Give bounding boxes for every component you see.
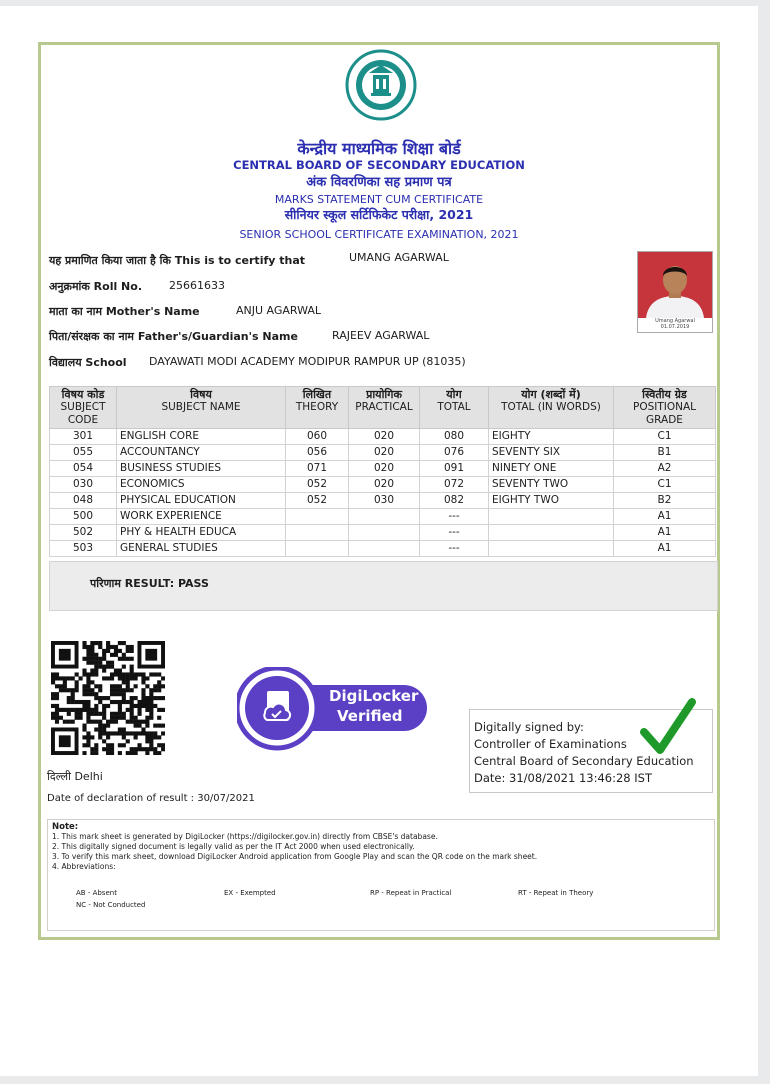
cell-code: 502 <box>50 525 117 541</box>
cell-grade: C1 <box>614 477 716 493</box>
school-row <box>49 355 466 370</box>
place-of-issue: दिल्ली Delhi <box>47 770 103 783</box>
cell-code: 503 <box>50 541 117 557</box>
cell-total-words <box>489 525 614 541</box>
digilocker-label: DigiLocker <box>329 687 419 705</box>
cell-theory: 052 <box>286 477 349 493</box>
cell-theory <box>286 509 349 525</box>
document-title-hindi: अंक विवरणिका सह प्रमाण पत्र <box>306 175 452 190</box>
table-row <box>50 541 716 557</box>
cell-practical <box>349 509 420 525</box>
table-row <box>50 445 716 461</box>
mother-label: माता का नाम Mother's Name <box>49 305 200 318</box>
marks-header-row <box>50 387 716 429</box>
notes-title: Note: <box>52 822 79 832</box>
certify-label: यह प्रमाणित किया जाता है कि This is to certify that <box>49 254 306 267</box>
cell-code: 054 <box>50 461 117 477</box>
note-item: 1. This mark sheet is generated by DigiLocker (https://digilocker.gov.in) directly from CBSE's database. <box>52 832 438 841</box>
cell-grade: A1 <box>614 509 716 525</box>
cell-theory <box>286 541 349 557</box>
roll-row <box>49 279 225 294</box>
marksheet-page <box>0 6 758 1076</box>
board-name-hindi: केन्द्रीय माध्यमिक शिक्षा बोर्ड <box>297 139 461 158</box>
candidate-name: UMANG AGARWAL <box>349 251 449 264</box>
col-subject-code: विषय कोड SUBJECT CODE <box>50 387 117 429</box>
digital-signature-box <box>469 709 713 793</box>
cell-total: --- <box>420 525 489 541</box>
board-name-english: CENTRAL BOARD OF SECONDARY EDUCATION <box>233 158 525 172</box>
candidate-photo <box>637 251 713 333</box>
marks-body <box>50 429 716 557</box>
cell-theory: 060 <box>286 429 349 445</box>
cell-practical <box>349 541 420 557</box>
photo-caption-date: 01.07.2019 <box>660 324 690 330</box>
candidate-portrait-icon <box>638 252 712 318</box>
school-name: DAYAWATI MODI ACADEMY MODIPUR RAMPUR UP (81035) <box>149 355 466 368</box>
table-row <box>50 509 716 525</box>
cell-total-words: NINETY ONE <box>489 461 614 477</box>
cell-theory: 056 <box>286 445 349 461</box>
table-row <box>50 461 716 477</box>
cell-grade: B1 <box>614 445 716 461</box>
qr-code-icon <box>51 641 165 755</box>
cell-total: --- <box>420 541 489 557</box>
cell-theory <box>286 525 349 541</box>
cell-total: 091 <box>420 461 489 477</box>
cell-subject: BUSINESS STUDIES <box>117 461 286 477</box>
cell-practical: 030 <box>349 493 420 509</box>
mother-name: ANJU AGARWAL <box>236 304 322 317</box>
cell-subject: PHY & HEALTH EDUCA <box>117 525 286 541</box>
cell-subject: GENERAL STUDIES <box>117 541 286 557</box>
roll-label: अनुक्रमांक Roll No. <box>49 280 143 293</box>
cell-practical: 020 <box>349 429 420 445</box>
cell-grade: A2 <box>614 461 716 477</box>
cell-subject: ACCOUNTANCY <box>117 445 286 461</box>
cell-code: 055 <box>50 445 117 461</box>
cell-total: 072 <box>420 477 489 493</box>
father-row <box>49 329 430 344</box>
certify-row <box>49 251 449 268</box>
table-row <box>50 493 716 509</box>
cell-total: 082 <box>420 493 489 509</box>
abbr-not-conducted: NC - Not Conducted <box>76 901 146 909</box>
cell-subject: PHYSICAL EDUCATION <box>117 493 286 509</box>
cell-total-words: SEVENTY SIX <box>489 445 614 461</box>
result-box <box>49 561 718 611</box>
cell-practical: 020 <box>349 461 420 477</box>
abbr-absent: AB - Absent <box>76 889 117 897</box>
exam-title-hindi: सीनियर स्कूल सर्टिफिकेट परीक्षा, 2021 <box>284 207 474 222</box>
note-item: 4. Abbreviations: <box>52 862 116 871</box>
photo-caption-name: Umang Agarwal <box>655 318 695 324</box>
declaration-date: Date of declaration of result : 30/07/2021 <box>47 793 255 804</box>
abbr-repeat-practical: RP - Repeat in Practical <box>370 889 452 897</box>
marks-table <box>49 386 716 557</box>
note-item: 3. To verify this mark sheet, download DigiLocker Android application from Google Play and scan the QR code on the mark sheet. <box>52 852 538 861</box>
verified-label: Verified <box>337 707 403 725</box>
exam-title-english: SENIOR SCHOOL CERTIFICATE EXAMINATION, 2021 <box>239 228 519 241</box>
school-label: विद्यालय School <box>49 356 127 369</box>
col-subject-name: विषय SUBJECT NAME <box>117 387 286 429</box>
col-total-words: योग (शब्दों में) TOTAL (IN WORDS) <box>489 387 614 429</box>
digilocker-badge <box>237 667 435 751</box>
signature-line-4: Date: 31/08/2021 13:46:28 IST <box>474 771 652 785</box>
cell-grade: C1 <box>614 429 716 445</box>
abbr-exempted: EX - Exempted <box>224 889 276 897</box>
signature-line-1: Digitally signed by: <box>474 720 584 734</box>
roll-number: 25661633 <box>169 279 225 292</box>
mother-row <box>49 304 322 319</box>
cell-total: 080 <box>420 429 489 445</box>
cell-total: --- <box>420 509 489 525</box>
cell-code: 048 <box>50 493 117 509</box>
cell-code: 500 <box>50 509 117 525</box>
cell-total-words: EIGHTY TWO <box>489 493 614 509</box>
cell-total-words <box>489 509 614 525</box>
checkmark-icon <box>640 698 696 758</box>
cell-theory: 052 <box>286 493 349 509</box>
col-practical: प्रायोगिक PRACTICAL <box>349 387 420 429</box>
notes-box <box>47 819 715 931</box>
cell-practical: 020 <box>349 445 420 461</box>
note-item: 2. This digitally signed document is legally valid as per the IT Act 2000 when used electronically. <box>52 842 415 851</box>
col-total: योग TOTAL <box>420 387 489 429</box>
cell-grade: A1 <box>614 541 716 557</box>
cell-grade: A1 <box>614 525 716 541</box>
cell-total: 076 <box>420 445 489 461</box>
father-name: RAJEEV AGARWAL <box>332 329 430 342</box>
cell-total-words <box>489 541 614 557</box>
signature-line-2: Controller of Examinations <box>474 737 627 751</box>
col-grade: स्वितीय ग्रेड POSITIONAL GRADE <box>614 387 716 429</box>
cell-code: 030 <box>50 477 117 493</box>
signature-line-3: Central Board of Secondary Education <box>474 754 694 768</box>
cell-grade: B2 <box>614 493 716 509</box>
document-title-english: MARKS STATEMENT CUM CERTIFICATE <box>274 193 484 206</box>
photo-caption <box>638 318 712 332</box>
cell-subject: ENGLISH CORE <box>117 429 286 445</box>
digilocker-logo-icon <box>237 667 435 751</box>
cell-practical <box>349 525 420 541</box>
col-theory: लिखित THEORY <box>286 387 349 429</box>
cell-total-words: EIGHTY <box>489 429 614 445</box>
table-row <box>50 477 716 493</box>
cell-code: 301 <box>50 429 117 445</box>
cbse-emblem-icon <box>345 49 417 121</box>
cell-subject: ECONOMICS <box>117 477 286 493</box>
table-row <box>50 429 716 445</box>
table-row <box>50 525 716 541</box>
cell-theory: 071 <box>286 461 349 477</box>
cell-total-words: SEVENTY TWO <box>489 477 614 493</box>
cell-subject: WORK EXPERIENCE <box>117 509 286 525</box>
abbr-repeat-theory: RT - Repeat in Theory <box>518 889 594 897</box>
result-text: परिणाम RESULT: PASS <box>90 577 209 590</box>
certificate-frame <box>38 42 720 940</box>
cell-practical: 020 <box>349 477 420 493</box>
father-label: पिता/संरक्षक का नाम Father's/Guardian's Name <box>49 330 298 343</box>
